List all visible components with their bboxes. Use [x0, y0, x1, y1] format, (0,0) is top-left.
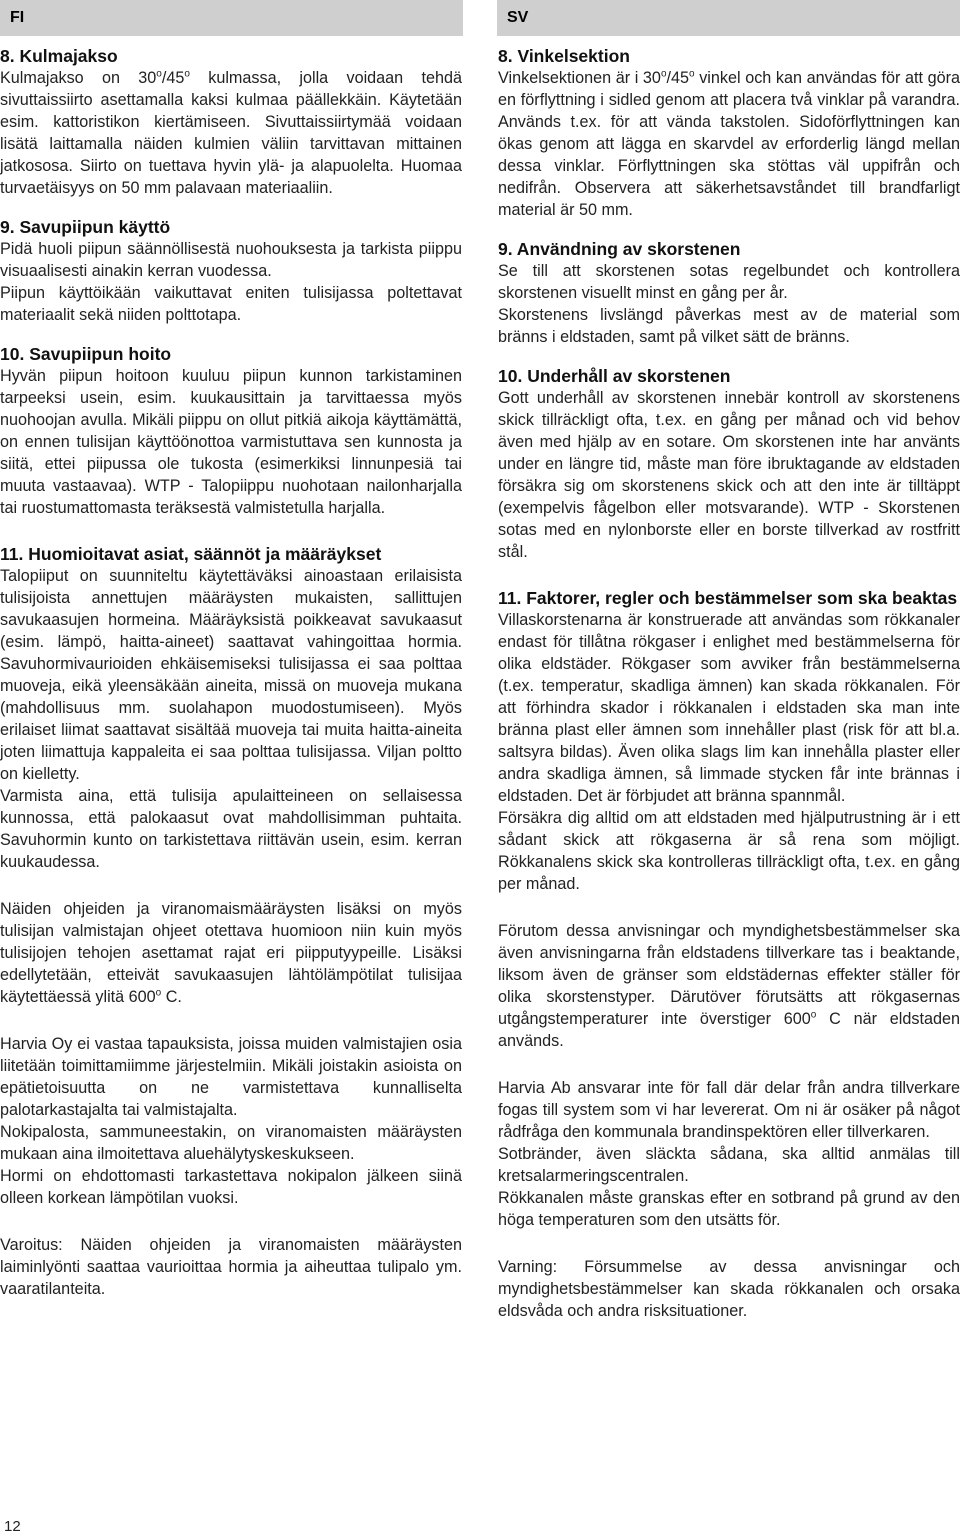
section-8-body: Kulmajakso on 30$^o$/45$^o$ kulmassa, jolla voidaan tehdä sivuttaissiirto asettamalla kaksi kulmaa päällekkäin. Käytetään esim. kattoristikon kiertämiseen. Sivuttaissiirtymää voidaan lisätä laittamalla näiden kulmien väliin tarvittavan mittainen jatkososa. Siirto on tuettava hyvin ylä- ja alapuolelta. Huomaa turvaetäisyys on 50 mm palavaan materiaaliin. — [0, 68, 462, 197]
section-9-title: 9. Savupiipun käyttö — [0, 217, 171, 237]
page-number: 12 — [4, 1518, 21, 1535]
section-9-paragraph: Se till att skorstenen sotas regelbundet och kontrollera skorstenen visuellt minst en gång per år. — [498, 262, 960, 302]
section-9-paragraph: Piipun käyttöikään vaikuttavat eniten tulisijassa poltettavat materiaalit sekä niiden polttotapa. — [0, 284, 462, 324]
section-11-paragraph: Talopiiput on suunniteltu käytettäväksi ainoastaan erilaisista tulisijoista annettujen määräysten mukaisten, sallittujen savukaasujen hormeina. Määräyksistä poikkeavat savukaasut (esim. lämpö, haitta-aineet) saattavat vahingoittaa hormia. Savuhormivaurioiden ehkäisemiseksi tulisijassa ei saa polttaa muoveja, eikä yleensäkään aineita, missä on muoveja mukana (mahdollisuus mm. suolahapon muodostumiseen). Myös erilaiset liimat saattavat sisältää muoveja tai muita haitta-aineita joten liimattuja kappaleita ei saa polttaa tulisijassa. Viljan poltto on kielletty. — [0, 567, 462, 783]
section-8-title: 8. Vinkelsektion — [498, 46, 630, 66]
language-tab-fi — [0, 0, 463, 36]
section-10-title: 10. Savupiipun hoito — [0, 344, 172, 364]
requirements-paragraph: Förutom dessa anvisningar och myndighetsbestämmelser ska även anvisningarna från eldstadens tillverkare tas i beaktande, liksom även de gränser som eldstädernas effekter ställer för olika skorstenstyper. Därutöver förutsätts att rökgasernas utgångstemperaturer inte överstiger 600$^o$ C när eldstaden används. — [498, 922, 960, 1050]
warning-paragraph: Varning: Försummelse av dessa anvisningar och myndighetsbestämmelser kan skada rökkanalen och orsaka eldsvåda och andra risksituationer. — [498, 1258, 960, 1320]
section-11-paragraph: Varmista aina, että tulisija apulaitteineen on sellaisessa kunnossa, että palokaasut ovat mahdollisimman puhtaita. Savuhormin kunto on tarkistettava riittävän usein, esim. kerran kuukaudessa. — [0, 787, 462, 871]
section-8-title: 8. Kulmajakso — [0, 46, 118, 66]
inspection-paragraph: Rökkanalen måste granskas efter en sotbrand på grund av den höga temperaturen som den utsätts för. — [498, 1189, 960, 1229]
section-10-title: 10. Underhåll av skorstenen — [498, 366, 731, 386]
language-label: FI — [10, 9, 25, 26]
section-10-body: Gott underhåll av skorstenen innebär kontroll av skorstenens skick tillräckligt ofta, t.ex. en gång per månad och vid behov även med hjälp av en sotare. Om skorstenen inte har använts under en längre tid, måste man före ibruktagande av eldstaden försäkra sig om skorstenens skick och att den inte är tilltäppt (exempelvis fågelbon eller motsvarande). WTP - Skorstenen sotas med en nylonborste eller en borste tillverkad av rostfritt stål. — [498, 389, 960, 561]
section-11-paragraph: Villaskorstenarna är konstruerade att användas som rökkanaler endast för tillåtna rökgaser i enlighet med bestämmelserna för olika eldstäder. Rökgaser som avviker från bestämmelserna (t.ex. temperatur, skadliga ämnen) kan skada rökkanalen. För att förhindra skador i rökkanalen i eldstaden ska man inte bränna plast eller ämnen som innehåller plast (risk för att bl.a. saltsyra bildas). Även olika slags lim kan innehålla plaster eller andra skadliga ämnen, så limmade stycken får inte brännas i eldstaden. Det är förbjudet att bränna spannmål. — [498, 611, 960, 805]
liability-paragraph: Harvia Oy ei vastaa tapauksista, joissa muiden valmistajien osia liitetään toimittamiimme järjestelmiin. Mikäli joistakin asioista on epätietoisuutta on ne varmistettava kunnalliselta palotarkastajalta tai valmistajalta. — [0, 1035, 462, 1119]
section-8-body: Vinkelsektionen är i 30$^o$/45$^o$ vinkel och kan användas för att göra en förflyttning i sidled genom att placera två vinklar på varandra. Används t.ex. för att vända takstolen. Sidoförflyttningen kan ökas genom att lägga en skarvdel av erforderlig längd mellan dessa vinklar. Förflyttningen ska stöttas väl uppifrån och nedifrån. Observera att säkerhetsavståndet till brandfarligt material är 50 mm. — [498, 68, 960, 219]
section-9-paragraph: Pidä huoli piipun säännöllisestä nuohouksesta ja tarkista piippu visuaalisesti ainakin kerran vuodessa. — [0, 240, 462, 280]
inspection-paragraph: Hormi on ehdottomasti tarkastettava nokipalon jälkeen siinä olleen korkean lämpötilan vuoksi. — [0, 1167, 462, 1207]
chimney-fire-paragraph: Nokipalosta, sammuneestakin, on viranomaisten määräysten mukaan aina ilmoitettava aluehälytyskeskukseen. — [0, 1123, 462, 1163]
section-11-title: 11. Faktorer, regler och bestämmelser som ska beaktas — [498, 588, 958, 608]
language-label: SV — [507, 9, 529, 26]
language-tab-sv — [497, 0, 960, 36]
section-11-paragraph: Försäkra dig alltid om att eldstaden med hjälputrustning är i ett sådant skick att rökgaserna är så rena som möjligt. Rökkanalens skick ska kontrolleras tillräckligt ofta, t.ex. en gång per månad. — [498, 809, 960, 893]
finnish-column — [0, 45, 462, 1300]
liability-paragraph: Harvia Ab ansvarar inte för fall där delar från andra tillverkare fogas till system som vi har levererat. Om ni är osäker på något rådfråga den kommunala brandinspektören eller tillverkaren. — [498, 1079, 960, 1141]
chimney-fire-paragraph: Sotbränder, även släckta sådana, ska alltid anmälas till kretsalarmeringscentralen. — [498, 1145, 960, 1185]
section-9-paragraph: Skorstenens livslängd påverkas mest av de material som bränns i eldstaden, samt på vilket sätt de bränns. — [498, 306, 960, 346]
warning-paragraph: Varoitus: Näiden ohjeiden ja viranomaisten määräysten laiminlyönti saattaa vaurioittaa hormia ja aiheuttaa tulipalo ym. vaaratilanteita. — [0, 1236, 462, 1298]
section-9-title: 9. Användning av skorstenen — [498, 239, 741, 259]
swedish-column — [498, 45, 960, 1322]
section-10-body: Hyvän piipun hoitoon kuuluu piipun kunnon tarkistaminen tarpeeksi usein, esim. kuukausittain ja tarvittaessa myös nuohoojan avulla. Mikäli piippu on ollut pitkiä aikoja käyttämättä, on ennen tulisijan käyttöönottoa varmistuttava sen kunnosta ja siitä, ettei piipussa ole tukosta (esimerkiksi linnunpesiä tai muuta vastaavaa). WTP - Talopiippu nuohotaan nailonharjalla tai ruostumattomasta teräksestä valmistetulla harjalla. — [0, 367, 462, 517]
requirements-paragraph: Näiden ohjeiden ja viranomaismääräysten lisäksi on myös tulisijan valmistajan ohjeet otettava huomioon niin kuin myös tulisijojen tehojen asettamat rajat eri piipputyypeille. Lisäksi edellytetään, etteivät savukaasujen lähtölämpötilat tulisijaa käytettäessä ylitä 600$^o$ C. — [0, 900, 462, 1006]
section-11-title: 11. Huomioitavat asiat, säännöt ja määräykset — [0, 544, 382, 564]
